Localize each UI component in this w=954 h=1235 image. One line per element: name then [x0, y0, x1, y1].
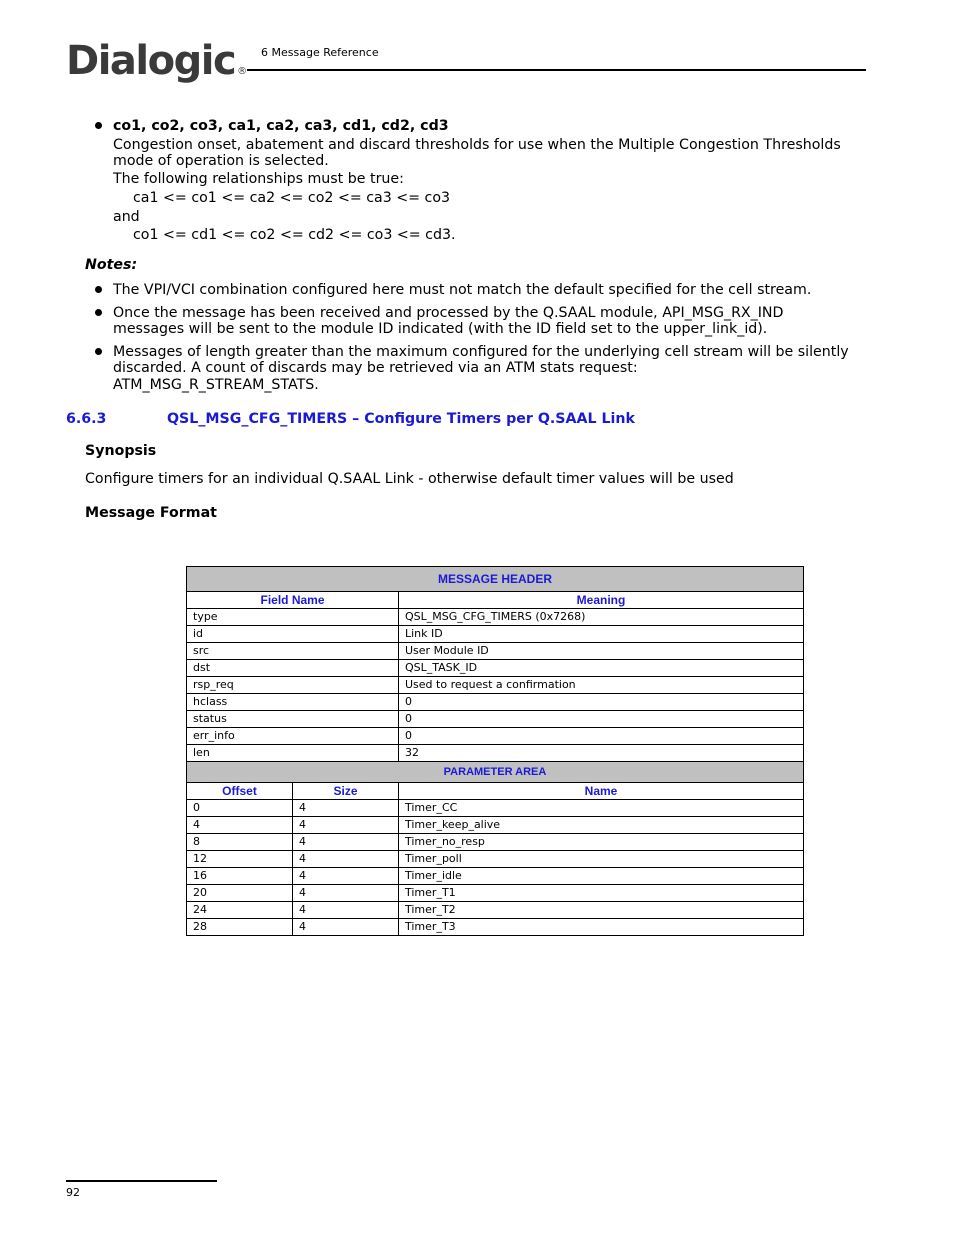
note-item: The VPI/VCI combination configured here must not match the default specified for the cell stream. [113, 282, 812, 298]
table-cell: Timer_T1 [399, 885, 804, 902]
table-cell: 16 [187, 868, 293, 885]
chapter-title: 6 Message Reference [261, 46, 379, 59]
table-cell: Timer_keep_alive [399, 817, 804, 834]
table-cell: 4 [293, 851, 399, 868]
note-item: Messages of length greater than the maximum configured for the underlying cell stream will be silently [113, 344, 849, 360]
table-cell: err_info [187, 728, 399, 745]
table-row [187, 677, 804, 694]
message-header-band [187, 567, 804, 592]
dialogic-logo [66, 38, 247, 95]
param-column-row [187, 783, 804, 800]
table-cell: QSL_MSG_CFG_TIMERS (0x7268) [399, 609, 804, 626]
table-row [187, 660, 804, 677]
table-row [187, 834, 804, 851]
bullet-dot [95, 309, 102, 316]
column-header: Field Name [187, 592, 399, 609]
table-cell: Timer_no_resp [399, 834, 804, 851]
relationship-1: ca1 <= co1 <= ca2 <= co2 <= ca3 <= co3 [133, 190, 451, 206]
table-cell: Link ID [399, 626, 804, 643]
table-cell: 12 [187, 851, 293, 868]
table-cell: 4 [293, 817, 399, 834]
message-format-heading: Message Format [85, 505, 217, 521]
table-cell: type [187, 609, 399, 626]
header-column-row [187, 592, 804, 609]
table-cell: 4 [293, 800, 399, 817]
table-cell: 0 [399, 728, 804, 745]
table-cell: status [187, 711, 399, 728]
table-cell: 4 [293, 885, 399, 902]
param-desc-line: mode of operation is selected. [113, 153, 329, 169]
table-cell: Timer_T3 [399, 919, 804, 936]
table-cell: hclass [187, 694, 399, 711]
table-row [187, 711, 804, 728]
table-cell: 4 [293, 902, 399, 919]
bullet-dot [95, 122, 102, 129]
relationship-and: and [113, 209, 140, 225]
message-header-label: MESSAGE HEADER [187, 567, 804, 592]
table-row [187, 817, 804, 834]
table-cell: 8 [187, 834, 293, 851]
table-row [187, 643, 804, 660]
note-item: discarded. A count of discards may be retrieved via an ATM stats request: [113, 360, 638, 376]
table-cell: Used to request a confirmation [399, 677, 804, 694]
footer-rule [66, 1180, 217, 1182]
table-row [187, 694, 804, 711]
table-cell: rsp_req [187, 677, 399, 694]
table-row [187, 728, 804, 745]
column-header: Name [399, 783, 804, 800]
note-item: ATM_MSG_R_STREAM_STATS. [113, 377, 319, 393]
table-row [187, 919, 804, 936]
registered-mark: ® [237, 66, 248, 77]
table-cell: User Module ID [399, 643, 804, 660]
notes-heading: Notes: [85, 257, 138, 273]
table-row [187, 851, 804, 868]
bullet-dot [95, 348, 102, 355]
param-title: co1, co2, co3, ca1, ca2, ca3, cd1, cd2, cd3 [113, 118, 449, 134]
synopsis-heading: Synopsis [85, 443, 157, 459]
bullet-dot [95, 286, 102, 293]
table-row [187, 902, 804, 919]
table-row [187, 868, 804, 885]
column-header: Meaning [399, 592, 804, 609]
table-cell: 28 [187, 919, 293, 936]
param-desc-line: Congestion onset, abatement and discard thresholds for use when the Multiple Congestion Thresholds [113, 137, 841, 153]
table-row [187, 609, 804, 626]
table-cell: 20 [187, 885, 293, 902]
table-row [187, 800, 804, 817]
synopsis-text: Configure timers for an individual Q.SAAL Link - otherwise default timer values will be used [85, 471, 734, 487]
relationship-2: co1 <= cd1 <= co2 <= cd2 <= co3 <= cd3. [133, 227, 456, 243]
table-cell: 0 [399, 694, 804, 711]
parameter-area-band [187, 762, 804, 783]
page-number: 92 [66, 1186, 80, 1199]
table-row [187, 626, 804, 643]
table-cell: id [187, 626, 399, 643]
table-cell: 0 [187, 800, 293, 817]
table-cell: 32 [399, 745, 804, 762]
note-item: messages will be sent to the module ID indicated (with the ID field set to the upper_link_id). [113, 321, 768, 337]
table-cell: QSL_TASK_ID [399, 660, 804, 677]
table-cell: Timer_CC [399, 800, 804, 817]
table-cell: 0 [399, 711, 804, 728]
table-cell: 24 [187, 902, 293, 919]
table-row [187, 745, 804, 762]
param-desc-line: The following relationships must be true: [113, 171, 404, 187]
parameter-area-label: PARAMETER AREA [187, 762, 804, 783]
column-header: Offset [187, 783, 293, 800]
table-cell: 4 [187, 817, 293, 834]
section-number: 6.6.3 [66, 411, 107, 427]
note-item: Once the message has been received and processed by the Q.SAAL module, API_MSG_RX_IND [113, 305, 784, 321]
section-title: QSL_MSG_CFG_TIMERS – Configure Timers per Q.SAAL Link [167, 411, 635, 427]
message-format-table [186, 566, 804, 936]
table-cell: 4 [293, 919, 399, 936]
table-cell: 4 [293, 834, 399, 851]
table-cell: Timer_idle [399, 868, 804, 885]
table-cell: src [187, 643, 399, 660]
logo-text: Dialogic [66, 38, 236, 84]
table-cell: Timer_poll [399, 851, 804, 868]
table-row [187, 885, 804, 902]
table-cell: 4 [293, 868, 399, 885]
table-cell: Timer_T2 [399, 902, 804, 919]
header-rule [247, 69, 866, 71]
table-cell: len [187, 745, 399, 762]
column-header: Size [293, 783, 399, 800]
table-cell: dst [187, 660, 399, 677]
